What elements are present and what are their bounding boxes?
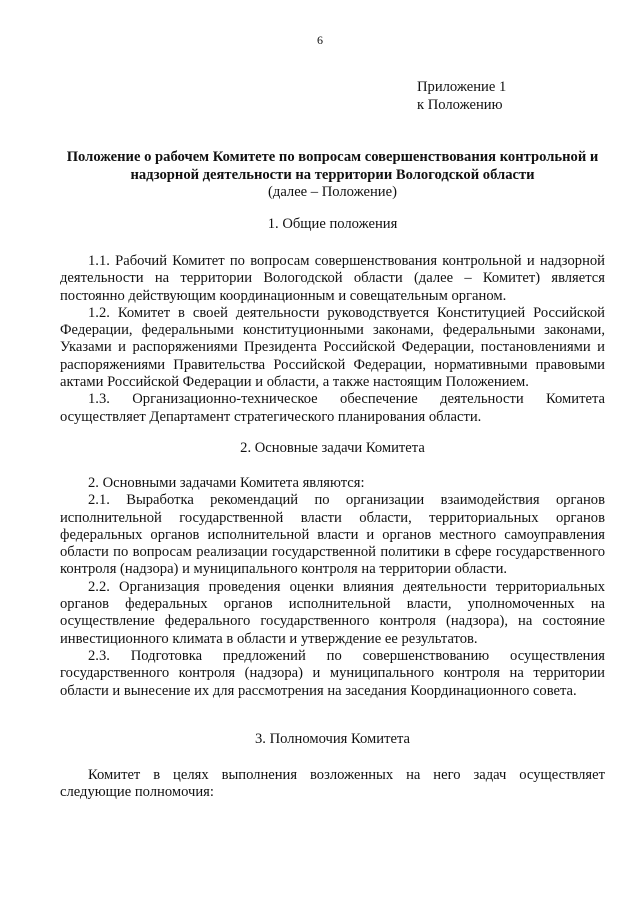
section-3-heading: 3. Полномочия Комитета <box>255 731 410 747</box>
document-title-bold: Положение о рабочем Комитете по вопросам совершенствования контрольной и надзорной деятельности на территории Вологодской области <box>66 149 599 183</box>
section-1-body <box>60 253 605 426</box>
paragraph-3: Комитет в целях выполнения возложенных на него задач осуществляет следующие полномочия: <box>60 767 605 801</box>
document-title <box>60 149 605 202</box>
paragraph-2-2: 2.2. Организация проведения оценки влияния деятельности территориальных органов федеральных органов исполнительной власти, уполномоченных на осуществление федерального государственного контроля (надзора), на состояние инвестиционного климата в области и утверждение ее результатов. <box>60 578 605 647</box>
paragraph-1-2: 1.2. Комитет в своей деятельности руководствуется Конституцией Российской Федерации, федеральными конституционными законами, федеральными законами, Указами и распоряжениями Президента Российской Федерации, постановлениями и распоряжениями Правительства Российской Федерации, нормативными правовыми актами Российской Федерации и области, а также настоящим Положением. <box>60 304 605 391</box>
paragraph-2: 2. Основными задачами Комитета являются: <box>88 475 365 491</box>
paragraph-2-3: 2.3. Подготовка предложений по совершенствованию осуществления государственного контроля (надзора) и муниципального контроля на территории области и вынесение их для рассмотрения на заседания Координационного совета. <box>60 647 605 699</box>
document-title-sub: (далее – Положение) <box>268 184 397 200</box>
paragraph-2-1: 2.1. Выработка рекомендаций по организации взаимодействия органов исполнительной государственной власти области, территориальных органов федеральных органов исполнительной власти и органов местного самоуправления области по вопросам реализации государственной политики в сфере государственного контроля (надзора) и муниципального контроля на территории области. <box>60 492 605 578</box>
section-3-body <box>60 767 605 802</box>
section-1-heading: 1. Общие положения <box>267 216 398 232</box>
section-2-body <box>60 475 605 700</box>
paragraph-1-3: 1.3. Организационно-техническое обеспечение деятельности Комитета осуществляет Департамент стратегического планирования области. <box>60 391 605 425</box>
appendix-note <box>417 78 506 114</box>
appendix-line-2: к Положению <box>417 97 503 113</box>
page-number: 6 <box>317 33 323 47</box>
appendix-line-1: Приложение 1 <box>417 79 507 95</box>
paragraph-1-1: 1.1. Рабочий Комитет по вопросам совершенствования контрольной и надзорной деятельности на территории Вологодской области (далее – Комитет) является постоянно действующим координационным и совещательным органом. <box>60 253 605 304</box>
section-2-heading: 2. Основные задачи Комитета <box>240 440 425 456</box>
